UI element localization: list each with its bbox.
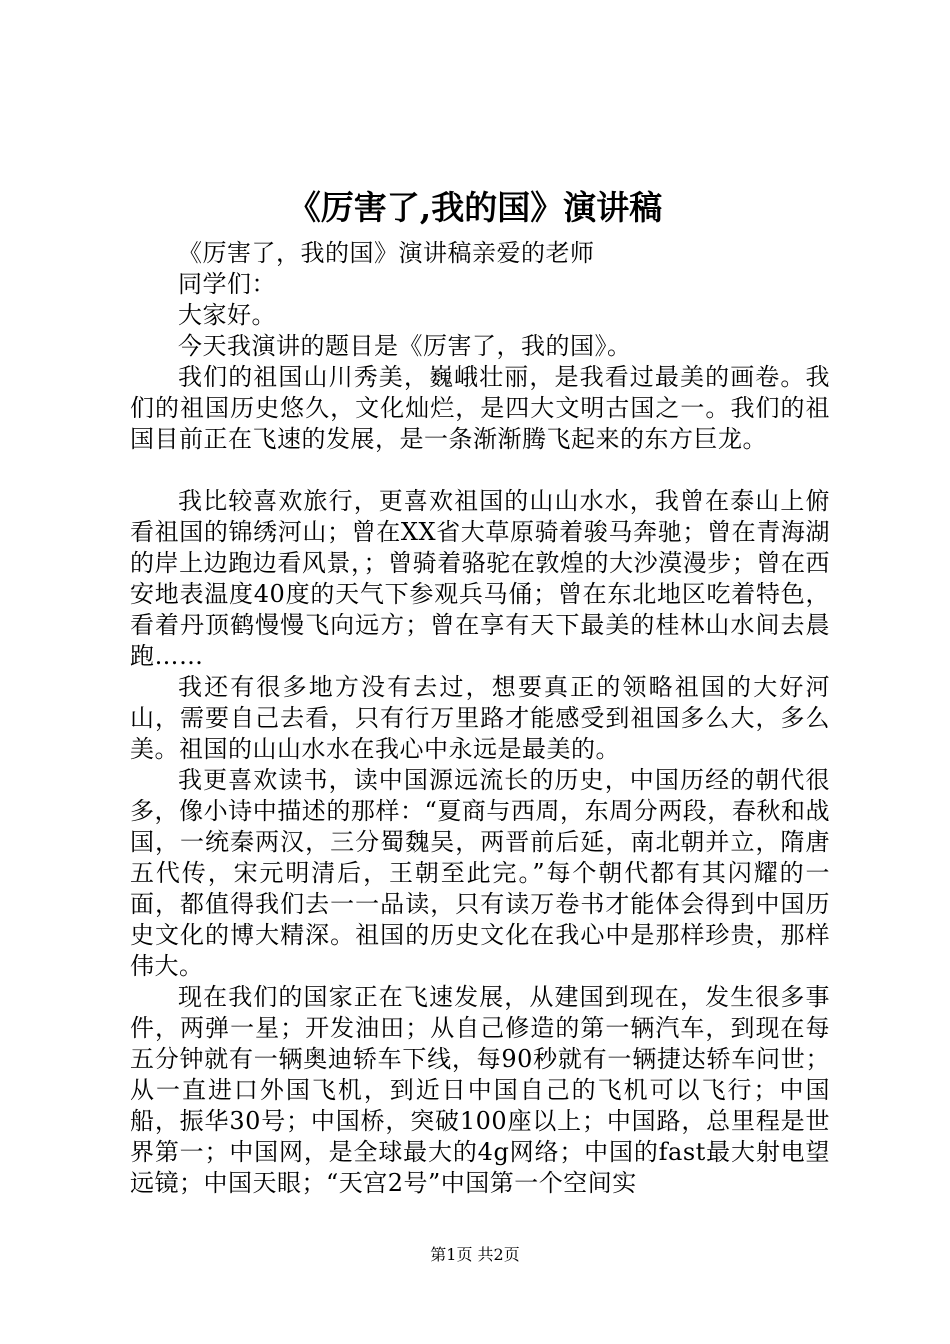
paragraph-hello: 大家好。 [178, 301, 276, 329]
paragraph-travel: 我比较喜欢旅行，更喜欢祖国的山山水水，我曾在泰山上俯看祖国的锦绣河山；曾在XX省大草原骑着骏马奔驰；曾在青海湖的岸上边跑边看风景，；曾骑着骆驼在敦煌的大沙漠漫步；曾在西安地表温度40度的天气下参观兵马俑；曾在东北地区吃着特色，看着丹顶鹤慢慢飞向远方；曾在享有天下最美的桂林山水间去晨跑…… [130, 487, 830, 670]
paragraph-motherland: 我们的祖国山川秀美，巍峨壮丽，是我看过最美的画卷。我们的祖国历史悠久，文化灿烂，是四大文明古国之一。我们的祖国目前正在飞速的发展，是一条渐渐腾飞起来的东方巨龙。 [130, 363, 830, 453]
paragraph-places: 我还有很多地方没有去过，想要真正的领略祖国的大好河山，需要自己去看，只有行万里路才能感受到祖国多么大，多么美。祖国的山山水水在我心中永远是最美的。 [130, 673, 830, 763]
page-footer: 第1页 共2页 [430, 1245, 520, 1264]
paragraph-development: 现在我们的国家正在飞速发展，从建国到现在，发生很多事件，两弹一星；开发油田；从自己修造的第一辆汽车，到现在每五分钟就有一辆奥迪轿车下线，每90秒就有一辆捷达轿车问世；从一直进口外国飞机，到近日中国自己的飞机可以飞行；中国船，振华30号；中国桥，突破100座以上；中国路，总里程是世界第一；中国网，是全球最大的4g网络；中国的fast最大射电望远镜；中国天眼；“天宫2号”中国第一个空间实 [130, 983, 830, 1197]
document-title: 《厉害了,我的国》演讲稿 [287, 188, 663, 227]
paragraph-greeting-line-1: 《厉害了，我的国》演讲稿亲爱的老师 [178, 239, 595, 267]
document-body [130, 238, 830, 1199]
paragraph-topic: 今天我演讲的题目是《厉害了，我的国》。 [178, 332, 632, 360]
paragraph-greeting-line-2: 同学们： [178, 270, 276, 298]
paragraph-history: 我更喜欢读书，读中国源远流长的历史，中国历经的朝代很多，像小诗中描述的那样：“夏商与西周，东周分两段，春秋和战国，一统秦两汉，三分蜀魏吴，两晋前后延，南北朝并立，隋唐五代传，宋元明清后，王朝至此完。”每个朝代都有其闪耀的一面，都值得我们去一一品读，只有读万卷书才能体会得到中国历史文化的博大精深。祖国的历史文化在我心中是那样珍贵，那样伟大。 [130, 766, 830, 980]
